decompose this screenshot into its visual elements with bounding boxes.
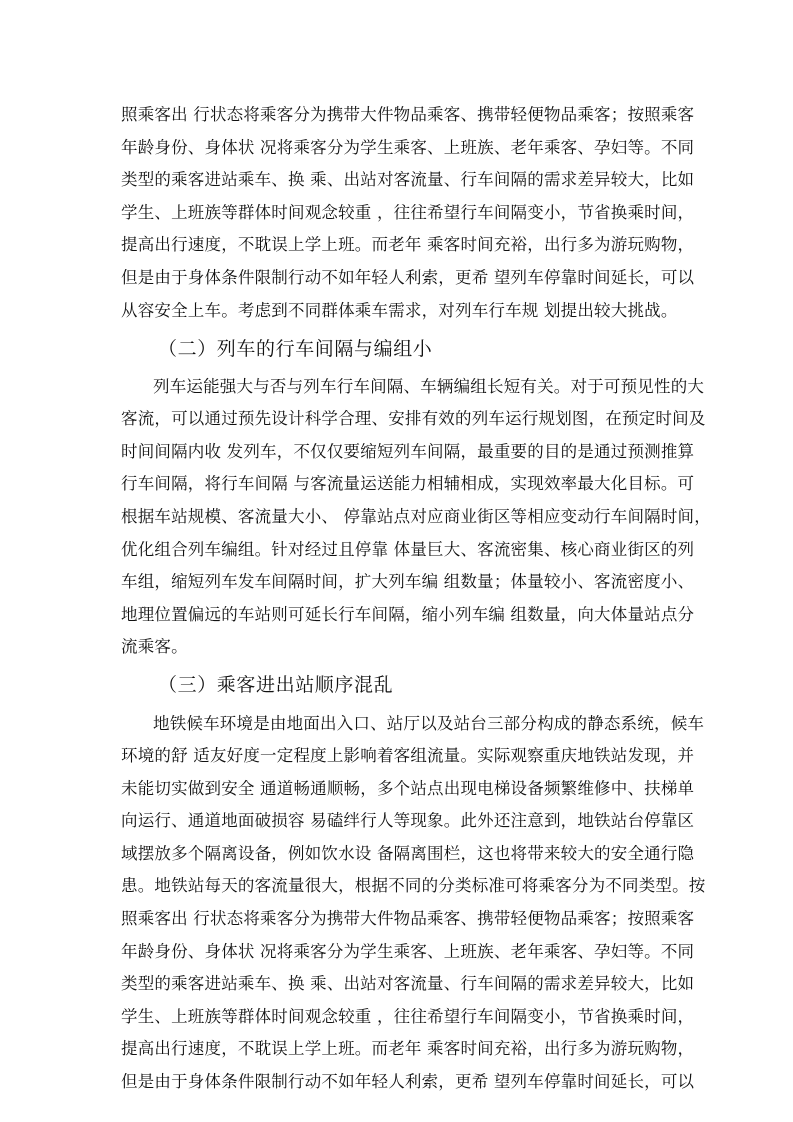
paragraph-line: 域摆放多个隔离设备，例如饮水设 备隔离围栏，这也将带来较大的安全通行隐 <box>121 843 695 863</box>
paragraph-line: 车组，缩短列车发车间隔时间，扩大列车编 组数量；体量较小、客流密度小、 <box>121 572 695 592</box>
paragraph-line: 行车间隔，将行车间隔 与客流量运送能力相辅相成，实现效率最大化目标。可 <box>121 474 695 494</box>
paragraph-line: 但是由于身体条件限制行动不如年轻人利索，更希 望列车停靠时间延长，可以 <box>121 1072 695 1091</box>
paragraph-line: 根据车站规模、客流量大小、 停靠站点对应商业街区等相应变动行车间隔时间， <box>121 507 711 527</box>
paragraph-line: 提高出行速度，不耽误上学上班。而老年 乘客时间充裕，出行多为游玩购物， <box>121 1039 695 1059</box>
paragraph-line: 向运行、通道地面破损容 易磕绊行人等现象。此外还注意到，地铁站台停靠区 <box>121 811 695 831</box>
paragraph-line: 年龄身份、身体状 况将乘客分为学生乘客、上班族、老年乘客、孕妇等。不同 <box>121 137 695 157</box>
paragraph-line: 照乘客出 行状态将乘客分为携带大件物品乘客、携带轻便物品乘客；按照乘客 <box>121 909 695 929</box>
paragraph-line: 未能切实做到安全 通道畅通顺畅，多个站点出现电梯设备频繁维修中、扶梯单 <box>121 778 695 798</box>
paragraph-line: 照乘客出 行状态将乘客分为携带大件物品乘客、携带轻便物品乘客；按照乘客 <box>121 105 695 124</box>
paragraph-line: 类型的乘客进站乘车、换 乘、出站对客流量、行车间隔的需求差异较大，比如 <box>121 170 695 190</box>
paragraph-line: 学生、上班族等群体时间观念较重 ，往往希望行车间隔变小，节省换乘时间， <box>121 202 695 222</box>
paragraph-line: 提高出行速度，不耽误上学上班。而老年 乘客时间充裕，出行多为游玩购物， <box>121 235 695 255</box>
paragraph-line: 流乘客。 <box>121 637 188 657</box>
paragraph-line: 环境的舒 适友好度一定程度上影响着客组流量。实际观察重庆地铁站发现，并 <box>121 746 695 766</box>
paragraph-line: 时间间隔内收 发列车，不仅仅要缩短列车间隔，最重要的目的是通过预测推算 <box>121 441 695 461</box>
section-heading: （二）列车的行车间隔与编组小 <box>158 337 433 360</box>
paragraph-line: 客流，可以通过预先设计科学合理、安排有效的列车运行规划图，在预定时间及 <box>121 409 706 429</box>
paragraph-line: 类型的乘客进站乘车、换 乘、出站对客流量、行车间隔的需求差异较大，比如 <box>121 974 695 994</box>
paragraph-line: 年龄身份、身体状 况将乘客分为学生乘客、上班族、老年乘客、孕妇等。不同 <box>121 941 695 961</box>
section-heading: （三）乘客进出站顺序混乱 <box>158 674 394 697</box>
paragraph-line: 但是由于身体条件限制行动不如年轻人利索，更希 望列车停靠时间延长，可以 <box>121 267 695 287</box>
paragraph-line: 列车运能强大与否与列车行车间隔、车辆编组长短有关。对于可预见性的大 <box>153 376 705 396</box>
paragraph-line: 地铁候车环境是由地面出入口、站厅以及站台三部分构成的静态系统，候车 <box>153 713 705 733</box>
paragraph-line: 患。地铁站每天的客流量很大，根据不同的分类标准可将乘客分为不同类型。按 <box>121 876 706 896</box>
paragraph-line: 地理位置偏远的车站则可延长行车间隔，缩小列车编 组数量，向大体量站点分 <box>121 604 695 624</box>
paragraph-line: 从容安全上车。考虑到不同群体乘车需求，对列车行车规 划提出较大挑战。 <box>121 300 678 320</box>
paragraph-line: 优化组合列车编组。针对经过且停靠 体量巨大、客流密集、核心商业街区的列 <box>121 539 695 559</box>
paragraph-line: 学生、上班族等群体时间观念较重 ，往往希望行车间隔变小，节省换乘时间， <box>121 1006 695 1026</box>
